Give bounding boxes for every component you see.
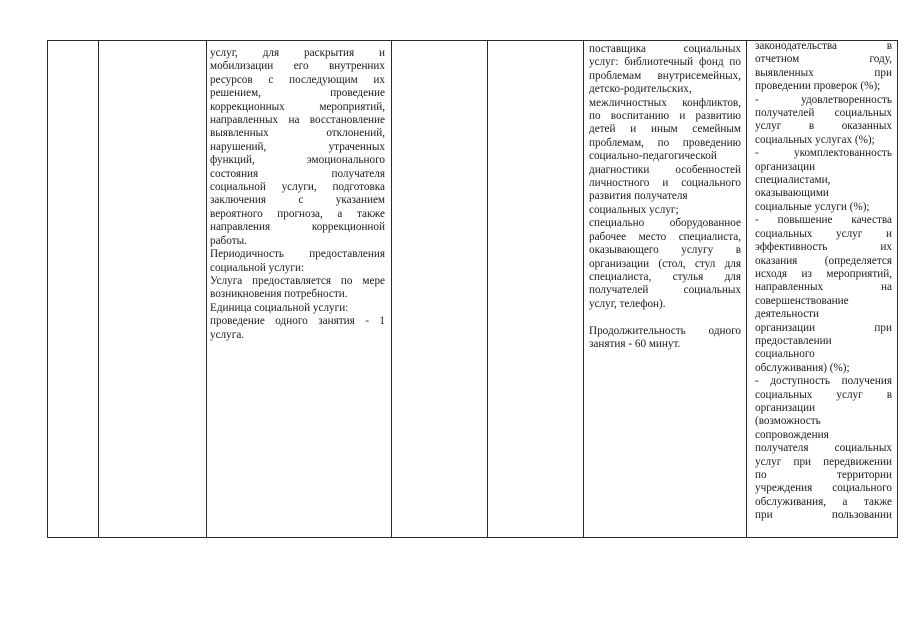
column-border	[98, 40, 99, 538]
text-line: заключения с указанием	[210, 194, 385, 207]
text-line: возникновения потребности.	[210, 288, 348, 301]
text-line: социальных услуг и	[755, 227, 892, 240]
text-line: (возможность	[755, 415, 821, 428]
column-border	[583, 40, 584, 538]
text-line: ресурсов с последующим их	[210, 73, 385, 86]
text-line: сопровождения	[755, 428, 829, 441]
text-line: Продолжительность одного	[589, 324, 741, 337]
text-line: рабочее место специалиста,	[589, 230, 741, 243]
text-line: - доступность получения	[755, 375, 892, 388]
column-border	[391, 40, 392, 538]
text-line: специально оборудованное	[589, 217, 741, 230]
text-line: проблемам, по проведению	[589, 136, 741, 149]
text-line: социальных услугах (%);	[755, 133, 875, 146]
text-line: детско-родительских,	[589, 83, 692, 96]
text-line: организации при	[755, 321, 892, 334]
text-line: получателя социальных	[755, 442, 892, 455]
text-line: обслуживания) (%);	[755, 361, 850, 374]
text-line: специалиста, стулья для	[589, 270, 741, 283]
column-border	[47, 40, 48, 538]
text-line: - укомплектованность	[755, 147, 892, 160]
text-line: по воспитанию и развитию	[589, 110, 741, 123]
text-line: деятельности	[755, 308, 820, 321]
text-line: - удовлетворенность	[755, 93, 892, 106]
text-line: оказывающего услугу в	[589, 244, 741, 257]
text-line: - повышение качества	[755, 214, 892, 227]
column-border	[897, 40, 898, 538]
text-line: диагностики особенностей	[589, 163, 741, 176]
text-line: эффективность их	[755, 241, 892, 254]
text-line: состояния получателя	[210, 167, 385, 180]
text-line: функций, эмоционального	[210, 154, 385, 167]
text-line: коррекционных мероприятий,	[210, 100, 385, 113]
text-line: развития получателя	[589, 190, 688, 203]
text-line: организации (стол, стул для	[589, 257, 741, 270]
text-line: оказывающими	[755, 187, 829, 200]
service-description-cell	[210, 47, 385, 342]
text-line: направления коррекционной	[210, 221, 385, 234]
column-border	[206, 40, 207, 538]
text-line: социальных услуг;	[589, 203, 679, 216]
text-line: организации	[755, 401, 816, 414]
text-line: социально-педагогической	[589, 150, 717, 163]
text-line: проведение одного занятия - 1	[210, 315, 385, 328]
text-line: Услуга предоставляется по мере	[210, 274, 385, 287]
text-line: учреждения социального	[755, 482, 892, 495]
text-line: вероятного прогноза, а также	[210, 207, 385, 220]
text-line: обслуживания, а также	[755, 495, 892, 508]
text-line: Периодичность предоставления	[210, 248, 385, 261]
text-line	[589, 311, 741, 324]
service-conditions-cell	[589, 43, 741, 351]
text-line: выявленных отклонений,	[210, 127, 385, 140]
text-line: работы.	[210, 234, 247, 247]
text-line: решением, проведение	[210, 87, 385, 100]
text-line: исходя из мероприятий,	[755, 267, 892, 280]
text-line: нарушений, утраченных	[210, 140, 385, 153]
text-line: Единица социальной услуги:	[210, 301, 349, 314]
text-line: детей и иным семейным	[589, 123, 741, 136]
text-line: социальные услуги (%);	[755, 200, 870, 213]
text-line: услуга.	[210, 328, 245, 341]
text-line: получателей социальных	[755, 107, 892, 120]
text-line: услуг: библиотечный фонд по	[589, 56, 741, 69]
text-line: направленных на	[755, 281, 892, 294]
text-line: выявленных при	[755, 66, 892, 79]
text-line: услуг, телефон).	[589, 297, 666, 310]
text-line: получателей социальных	[589, 284, 741, 297]
text-line: при пользовании	[755, 509, 892, 522]
text-line: услуг при передвижении	[755, 455, 892, 468]
text-line: предоставлении	[755, 334, 832, 347]
text-line: проведении проверок (%);	[755, 80, 881, 93]
text-line: по территории	[755, 469, 892, 481]
text-line: поставщика социальных	[589, 43, 741, 55]
text-line: личностного и социального	[589, 177, 741, 190]
text-line: законодательства в	[755, 40, 892, 52]
text-line: социального	[755, 348, 815, 361]
text-line: совершенствование	[755, 294, 849, 307]
quality-indicators-cell	[755, 40, 892, 523]
text-line: проблемам внутрисемейных,	[589, 69, 741, 82]
text-line: услуг, для раскрытия и	[210, 47, 385, 59]
text-line: оказания (определяется	[755, 254, 892, 267]
text-line: специалистами,	[755, 174, 831, 187]
column-border	[487, 40, 488, 538]
table-bottom-border	[47, 537, 898, 538]
text-line: занятия - 60 минут.	[589, 337, 681, 350]
text-line: социальной услуги:	[210, 261, 305, 274]
text-line: мобилизации его внутренних	[210, 60, 385, 73]
text-line: социальной услуги, подготовка	[210, 181, 385, 194]
text-line: организации	[755, 160, 816, 173]
text-line: социальных услуг в	[755, 388, 892, 401]
text-line: услуг в оказанных	[755, 120, 892, 133]
text-line: отчетном году,	[755, 53, 892, 66]
text-line: межличностных конфликтов,	[589, 96, 741, 109]
column-border	[746, 40, 747, 538]
text-line: направленных на восстановление	[210, 114, 385, 127]
